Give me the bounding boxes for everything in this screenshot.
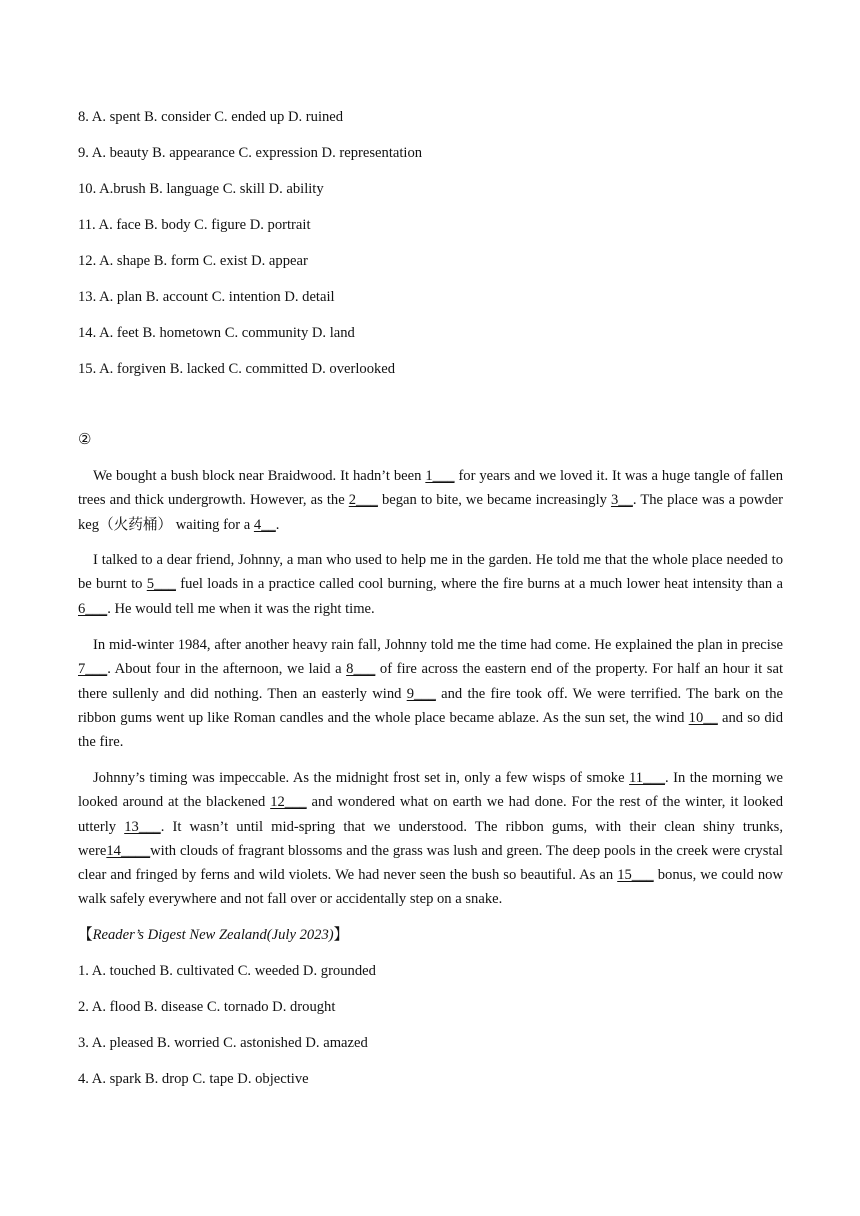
paragraph-text: . In the morning we looked around at the blackened [78,770,783,811]
paragraph-text: began to bite, we became increasingly [377,492,611,509]
blank-9: 9___ [406,685,436,702]
section-marker: ② [78,432,92,448]
paragraph-text: In mid-winter 1984, after another heavy rain fall, Johnny told me the time had come. He explained the plan in precise [93,637,783,653]
blank-12: 12___ [270,794,307,811]
passage-paragraph-2 [78,548,783,621]
blank-14: 14____ [106,842,151,859]
blank-6: 6___ [78,600,108,617]
option-line-2: 2. A. flood B. disease C. tornado D. drought [78,999,336,1015]
blank-5: 5___ [146,576,176,593]
paragraph-text: I talked to a dear friend, Johnny, a man who used to help me in the garden. He told me that the whole place needed to be burnt to [78,552,783,593]
paragraph-text: We bought a bush block near Braidwood. It hadn’t been [93,468,426,484]
blank-4: 4__ [253,516,276,533]
blank-7: 7___ [78,661,108,678]
source-bracket-close: 】 [333,927,349,943]
paragraph-text: . He would tell me when it was the right time. [107,600,375,617]
paragraph-text: . It wasn’t until mid-spring that we understood. The ribbon gums, with their clean shiny trunks, were [78,818,783,859]
option-line-15: 15. A. forgiven B. lacked C. committed D. overlooked [78,361,396,377]
blank-10: 10__ [688,709,718,726]
passage-paragraph-3 [78,633,783,754]
paragraph-text: and so did the fire. [78,709,783,751]
source-citation [78,925,348,945]
paragraph-text: bonus, we could now walk safely everywhere and not fall over or accidentally step on a snake. [78,867,783,908]
option-line-11: 11. A. face B. body C. figure D. portrait [78,217,311,233]
paragraph-text: for years and we loved it. It was a huge tangle of fallen trees and thick undergrowth. However, as the [78,468,783,509]
blank-11: 11___ [629,770,665,786]
paragraph-text: of fire across the eastern end of the property. For half an hour it sat there sullenly and did nothing. Then an easterly wind [78,661,783,702]
paragraph-text: and the fire took off. We were terrified. The bark on the ribbon gums went up like Roman candles and the whole place became ablaze. As the sun set, the wind [78,685,783,726]
blank-13: 13___ [124,818,161,835]
paragraph-text: fuel loads in a practice called cool burning, where the fire burns at a much lower heat intensity than a [175,576,783,593]
blank-3: 3__ [610,492,633,509]
passage-paragraph-1 [78,464,783,537]
blank-1: 1___ [425,468,455,484]
option-line-4: 4. A. spark B. drop C. tape D. objective [78,1071,309,1087]
source-text: Reader’s Digest New Zealand(July 2023) [92,927,334,943]
paragraph-text: . About four in the afternoon, we laid a [107,661,347,678]
paragraph-text: Johnny’s timing was impeccable. As the midnight frost set in, only a few wisps of smoke [93,770,630,786]
source-bracket-open: 【 [78,927,93,943]
option-line-13: 13. A. plan B. account C. intention D. detail [78,289,335,305]
option-line-10: 10. A.brush B. language C. skill D. ability [78,181,324,197]
option-line-14: 14. A. feet B. hometown C. community D. land [78,325,355,341]
blank-2: 2___ [348,492,378,509]
option-line-12: 12. A. shape B. form C. exist D. appear [78,253,308,269]
blank-8: 8___ [346,661,376,678]
option-line-8: 8. A. spent B. consider C. ended up D. ruined [78,109,344,125]
passage-paragraph-4 [78,766,783,912]
option-line-1: 1. A. touched B. cultivated C. weeded D. grounded [78,963,376,979]
paragraph-text: . [275,516,280,533]
blank-15: 15___ [617,867,654,884]
option-line-3: 3. A. pleased B. worried C. astonished D. amazed [78,1035,368,1051]
paragraph-text: and wondered what on earth we had done. For the rest of the winter, it looked utterly [78,794,783,835]
paragraph-text: with clouds of fragrant blossoms and the grass was lush and green. The deep pools in the creek were crystal clear and fringed by ferns and wild violets. We had never seen the bush so beautiful. As an [78,842,783,884]
paragraph-text: . The place was a powder keg（火药桶） waiting for a [78,492,783,533]
option-line-9: 9. A. beauty B. appearance C. expression D. representation [78,145,423,161]
